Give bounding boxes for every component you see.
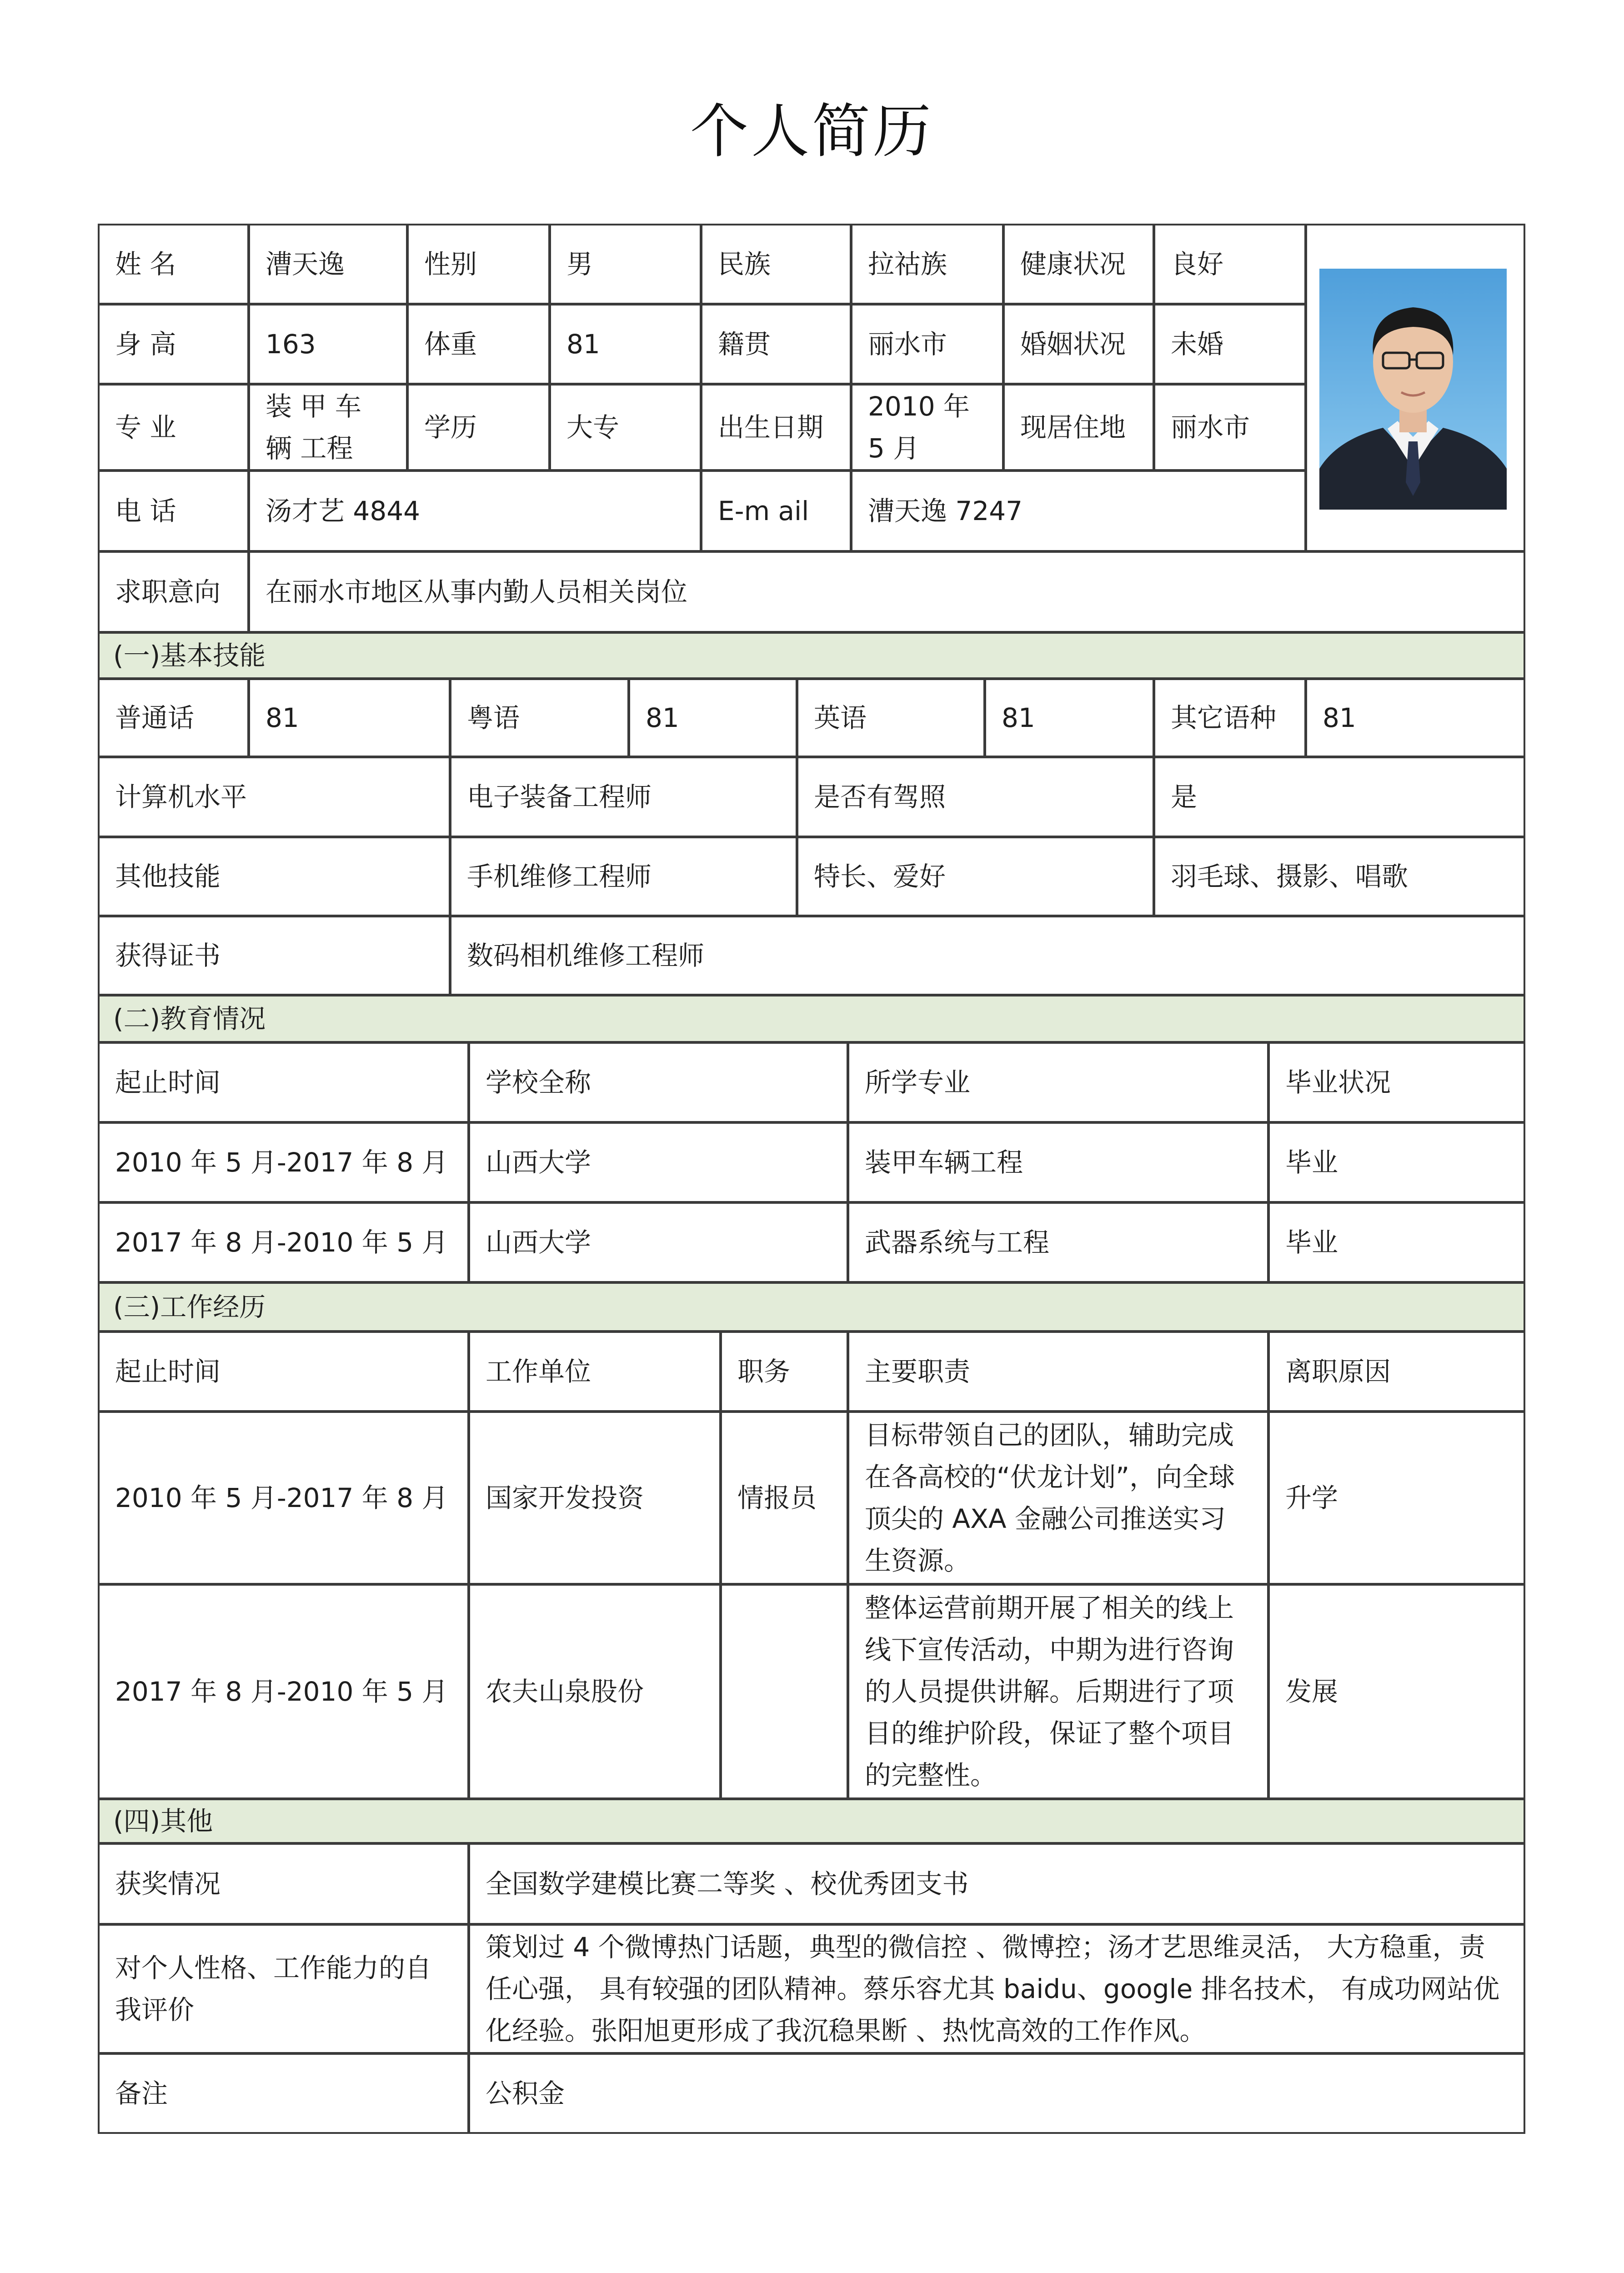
license-label: 是否有驾照 (797, 756, 1154, 837)
weight-label: 体重 (407, 304, 550, 385)
other-skill-value: 手机维修工程师 (450, 836, 797, 916)
cantonese-label: 粤语 (450, 678, 629, 757)
edu-row-1-school: 山西大学 (468, 1122, 848, 1203)
phone-value: 汤才艺 4844 (248, 470, 702, 552)
eval-label: 对个人性格、工作能力的自我评价 (98, 1924, 469, 2054)
photo-cell (1305, 224, 1525, 552)
work-row-2-duties: 整体运营前期开展了相关的线上线下宣传活动，中期为进行咨询的人员提供讲解。后期进行了项目的维护阶段，保证了整个项目的完整性。 (847, 1584, 1269, 1799)
work-row-1-position: 情报员 (720, 1411, 848, 1585)
residence-value: 丽水市 (1153, 384, 1306, 471)
ethnicity-label: 民族 (701, 224, 852, 305)
edu-header-status: 毕业状况 (1268, 1042, 1525, 1123)
cantonese-value: 81 (628, 678, 797, 757)
work-row-1-duties: 目标带领自己的团队，辅助完成在各高校的“伏龙计划”，向全球顶尖的 AXA 金融公司推送实习生资源。 (847, 1411, 1269, 1585)
work-row-1-period: 2010 年 5 月-2017 年 8 月 (98, 1411, 469, 1585)
mandarin-label: 普通话 (98, 678, 249, 757)
edu-row-2-period: 2017 年 8 月-2010 年 5 月 (98, 1202, 469, 1283)
edu-row-1-major: 装甲车辆工程 (847, 1122, 1269, 1203)
work-header-position: 职务 (720, 1331, 848, 1412)
work-row-2-company: 农夫山泉股份 (468, 1584, 721, 1799)
id-photo (1319, 269, 1507, 510)
note-value: 公积金 (468, 2053, 1525, 2134)
other-skill-label: 其他技能 (98, 836, 451, 916)
license-value: 是 (1153, 756, 1525, 837)
intent-value: 在丽水市地区从事内勤人员相关岗位 (248, 551, 1525, 633)
work-row-1-reason: 升学 (1268, 1411, 1525, 1585)
edu-row-2-status: 毕业 (1268, 1202, 1525, 1283)
work-row-2-position (720, 1584, 848, 1799)
height-value: 163 (248, 304, 408, 385)
birth-label: 出生日期 (701, 384, 852, 471)
page-title: 个人简历 (690, 98, 934, 165)
email-value: 漕天逸 7247 (851, 470, 1306, 552)
weight-value: 81 (549, 304, 702, 385)
cert-label: 获得证书 (98, 916, 451, 996)
birth-value: 2010 年 5 月 (851, 384, 1004, 471)
edu-row-1-period: 2010 年 5 月-2017 年 8 月 (98, 1122, 469, 1203)
degree-label: 学历 (407, 384, 550, 471)
section-work-title: (三)工作经历 (98, 1282, 1525, 1332)
work-row-2-reason: 发展 (1268, 1584, 1525, 1799)
work-row-1-company: 国家开发投资 (468, 1411, 721, 1585)
work-header-duties: 主要职责 (847, 1331, 1269, 1412)
native-label: 籍贯 (701, 304, 852, 385)
residence-label: 现居住地 (1003, 384, 1154, 471)
marital-value: 未婚 (1153, 304, 1306, 385)
mandarin-value: 81 (248, 678, 451, 757)
hobby-label: 特长、爱好 (797, 836, 1154, 916)
name-label: 姓 名 (98, 224, 249, 305)
cert-value: 数码相机维修工程师 (450, 916, 1525, 996)
work-row-2-period: 2017 年 8 月-2010 年 5 月 (98, 1584, 469, 1799)
award-value: 全国数学建模比赛二等奖 、校优秀团支书 (468, 1843, 1525, 1925)
ethnicity-value: 拉祜族 (851, 224, 1004, 305)
health-value: 良好 (1153, 224, 1306, 305)
section-other-title: (四)其他 (98, 1798, 1525, 1844)
english-label: 英语 (797, 678, 985, 757)
degree-value: 大专 (549, 384, 702, 471)
edu-header-school: 学校全称 (468, 1042, 848, 1123)
major-label: 专 业 (98, 384, 249, 471)
phone-label: 电 话 (98, 470, 249, 552)
gender-label: 性别 (407, 224, 550, 305)
other-lang-value: 81 (1305, 678, 1525, 757)
major-value: 装 甲 车 辆 工程 (248, 384, 408, 471)
english-value: 81 (984, 678, 1154, 757)
work-header-reason: 离职原因 (1268, 1331, 1525, 1412)
gender-value: 男 (549, 224, 702, 305)
other-lang-label: 其它语种 (1153, 678, 1306, 757)
intent-label: 求职意向 (98, 551, 249, 633)
edu-row-1-status: 毕业 (1268, 1122, 1525, 1203)
award-label: 获奖情况 (98, 1843, 469, 1925)
marital-label: 婚姻状况 (1003, 304, 1154, 385)
edu-row-2-school: 山西大学 (468, 1202, 848, 1283)
edu-header-major: 所学专业 (847, 1042, 1269, 1123)
email-label: E-m ail (701, 470, 852, 552)
section-education-title: (二)教育情况 (98, 995, 1525, 1043)
edu-header-period: 起止时间 (98, 1042, 469, 1123)
work-header-period: 起止时间 (98, 1331, 469, 1412)
note-label: 备注 (98, 2053, 469, 2134)
height-label: 身 高 (98, 304, 249, 385)
hobby-value: 羽毛球、摄影、唱歌 (1153, 836, 1525, 916)
eval-value: 策划过 4 个微博热门话题，典型的微信控 、微博控；汤才艺思维灵活， 大方稳重，责任心强， 具有较强的团队精神。蔡乐容尤其 baidu、google 排名技术， 有成功网站优化经验。张阳旭更形成了我沉稳果断 、热忱高效的工作作风。 (468, 1924, 1525, 2054)
computer-value: 电子装备工程师 (450, 756, 797, 837)
computer-label: 计算机水平 (98, 756, 451, 837)
work-header-company: 工作单位 (468, 1331, 721, 1412)
health-label: 健康状况 (1003, 224, 1154, 305)
section-skills-title: (一)基本技能 (98, 632, 1525, 679)
native-value: 丽水市 (851, 304, 1004, 385)
edu-row-2-major: 武器系统与工程 (847, 1202, 1269, 1283)
name-value: 漕天逸 (248, 224, 408, 305)
